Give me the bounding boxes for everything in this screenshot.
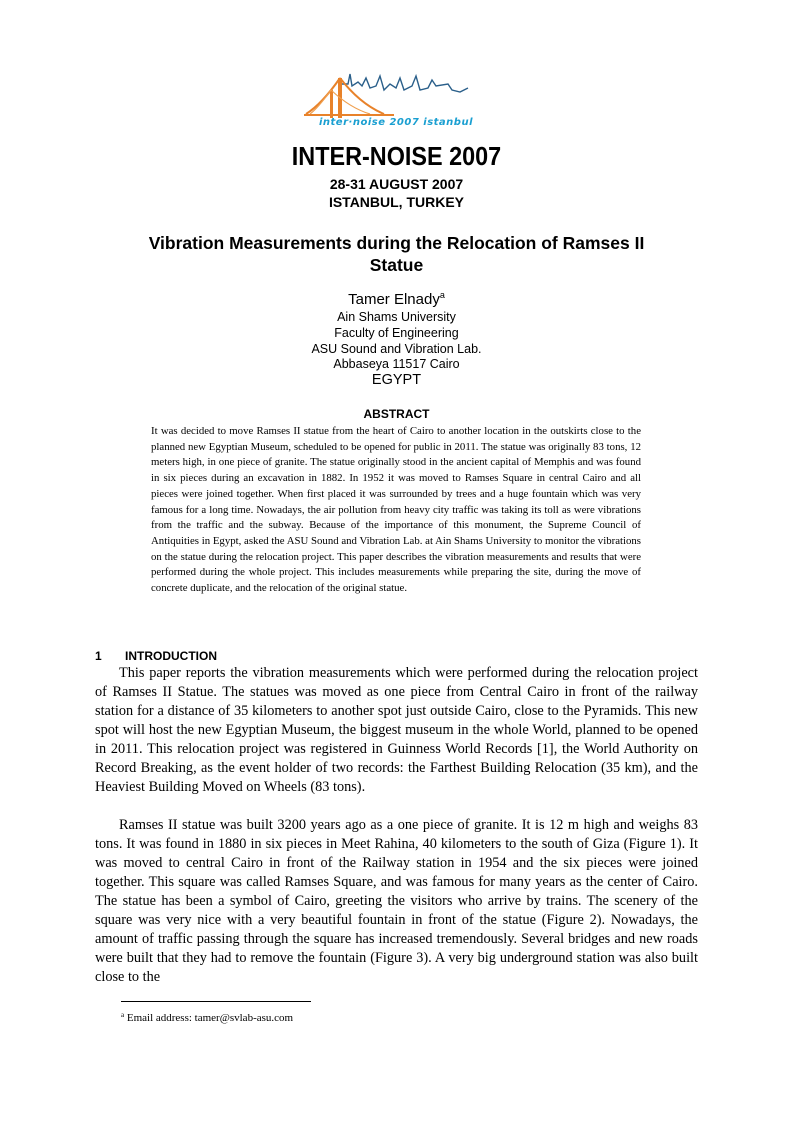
paper-title: Vibration Measurements during the Relocation of Ramses II Statue [148,233,645,275]
conference-date: 28-31 AUGUST 2007 [329,176,464,192]
body-paragraph: This paper reports the vibration measurements which were performed during the relocation project of Ramses II Statue. The statues was moved as one piece from Central Cairo in front of the railway station for a distance of 35 kilometers to another spot just outside Cairo, close to the Pyramids. This new spot will host the new Egyptian Museum, the biggest museum in the whole World, planned to be opened in 2011. This relocation project was registered in Guinness World Records [1], the World Authority on Record Breaking, as the event holder of two records: the Farthest Building Relocation (35 km), and the Heaviest Building Moved on Wheels (83 tons). [95,665,698,795]
section-heading [95,649,217,663]
author-footnote-mark: a [439,290,445,300]
logo-text: inter·noise 2007 istanbul [318,117,474,128]
affiliation-lab: ASU Sound and Vibration Lab. [311,342,482,356]
affiliation-faculty: Faculty of Engineering [334,326,459,340]
footnote-mark: a [121,1011,125,1019]
author-text: Tamer Elnady [348,291,440,308]
footnote-divider [121,1001,311,1002]
footnote-text: Email address: tamer@svlab-asu.com [126,1012,294,1024]
bridge-skyline-icon [300,70,490,120]
conference-logo [300,70,490,134]
abstract-text: It was decided to move Ramses II statue from the heart of Cairo to another location in the outskirts close to the planned new Egyptian Museum, scheduled to be opened for public in 2011. The statue was originally 83 tons, 12 meters high, in one piece of granite. The statue originally stood in the ancient capital of Memphis and was found in six pieces during an excavation in 1882. In 1952 it was moved to Ramses Square in central Cairo and all pieces were joined together. When first placed it was surrounded by trees and a huge fountain which was very famous for a long time. Nowadays, the air pollution from heavy city traffic was taking its toll as were vibrations from the traffic and the subway. Because of the importance of this monument, the Supreme Council of Antiquities in Egypt, asked the ASU Sound and Vibration Lab. at Ain Shams University to monitor the vibrations on the statue during the relocation project. This paper describes the vibration measurements and results that were performed during the whole project. This includes measurements while preparing the site, during the move of concrete duplicate, and the relocation of the original statue. [151,425,641,595]
footnote [121,1011,293,1024]
abstract-heading: ABSTRACT [363,407,430,421]
author-name [0,290,793,308]
affiliation-address: Abbaseya 11517 Cairo [333,357,460,371]
section-number: 1 [95,649,102,663]
conference-title: INTER-NOISE 2007 [291,141,502,171]
section-title: INTRODUCTION [125,649,217,663]
body-paragraph: Ramses II statue was built 3200 years ago as a one piece of granite. It is 12 m high and weighs 83 tons. It was found in 1880 in six pieces in Meet Rahina, 40 kilometers to the south of Giza (Figure 1). It was moved to central Cairo in front of the Railway station in 1954 and the six pieces were joined together. This square was called Ramses Square, and was famous for many years as the center of Cairo. The statue has been a symbol of Cairo, greeting the visitors who arrive by trains. The scenery of the square was very nice with a very beautiful fountain in front of the statue (Figure 2). Nowadays, the amount of traffic passing through the square has increased tremendously. Several bridges and new roads were built that they had to remove the fountain (Figure 3). A very big underground station was also built close to the [95,817,698,985]
affiliation-country: EGYPT [371,372,422,388]
conference-location: ISTANBUL, TURKEY [328,194,465,210]
affiliation-university: Ain Shams University [337,310,456,324]
